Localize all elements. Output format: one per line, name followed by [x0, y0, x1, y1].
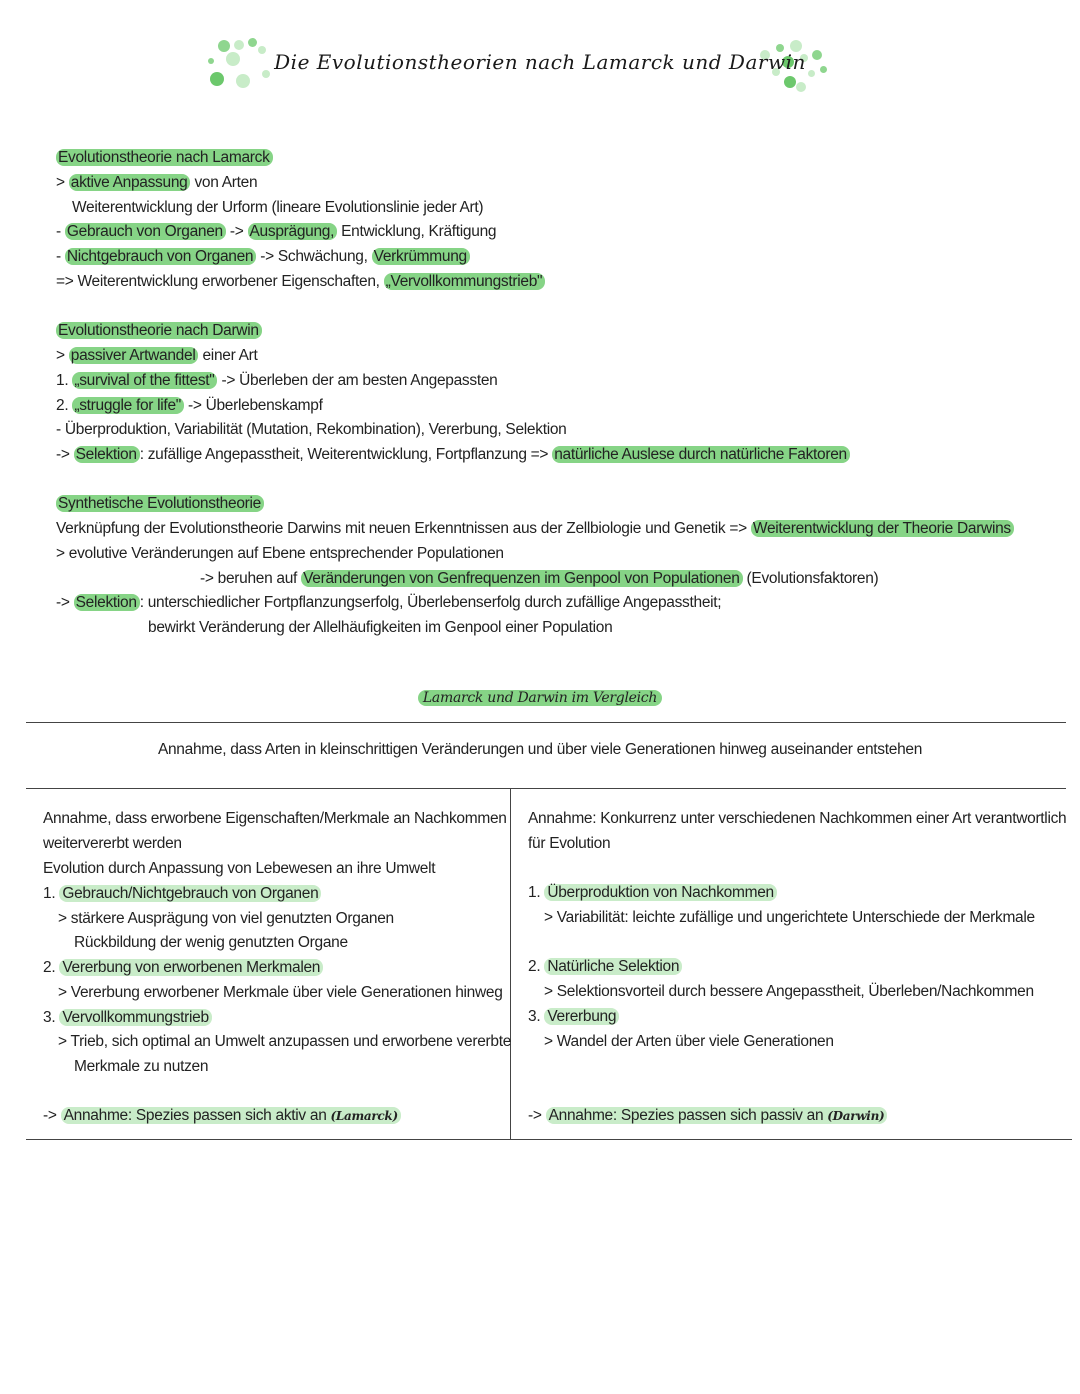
left-conclusion: -> Annahme: Spezies passen sich aktiv an (Lamarck)	[43, 1105, 401, 1127]
right-line-2: für Evolution	[528, 835, 611, 852]
synth-heading: Synthetische Evolutionstheorie	[56, 493, 264, 515]
left-line-11: Merkmale zu nutzen	[74, 1058, 209, 1075]
darwin-line-2: 1. „survival of the fittest" -> Überleben der am besten Angepassten	[56, 372, 498, 389]
left-line-2: weitervererbt werden	[43, 835, 182, 852]
darwin-line-5: -> Selektion : zufällige Angepasstheit, Weiterentwicklung, Fortpflanzung => natürliche Auslese durch natürliche Faktoren	[56, 444, 850, 466]
table-mid-rule	[26, 788, 1066, 789]
synth-line-3: -> beruhen auf Veränderungen von Genfrequenzen im Genpool von Populationen (Evolutionsfaktoren)	[200, 570, 879, 587]
left-line-8: > Vererbung erworbener Merkmale über viele Generationen hinweg	[58, 984, 503, 1001]
lamarck-line-3: - Gebrauch von Organen -> Ausprägung, Entwicklung, Kräftigung	[56, 223, 497, 240]
left-line-5: > stärkere Ausprägung von viel genutzten Organen	[58, 910, 394, 927]
lamarck-line-2: Weiterentwicklung der Urform (lineare Evolutionslinie jeder Art)	[72, 199, 484, 216]
left-line-4: 1. Gebrauch/Nichtgebrauch von Organen	[43, 883, 321, 905]
table-bottom-rule	[26, 1139, 1072, 1140]
darwin-heading: Evolutionstheorie nach Darwin	[56, 320, 262, 342]
comparison-common: Annahme, dass Arten in kleinschrittigen Veränderungen und über viele Generationen hinweg auseinander entstehen	[157, 741, 923, 758]
table-top-rule	[26, 722, 1066, 723]
lamarck-line-5: => Weiterentwicklung erworbener Eigenschaften, „Vervollkommungstrieb"	[56, 271, 545, 293]
left-line-1: Annahme, dass erworbene Eigenschaften/Merkmale an Nachkommen	[43, 810, 507, 827]
darwin-line-4: - Überproduktion, Variabilität (Mutation, Rekombination), Vererbung, Selektion	[56, 421, 567, 438]
synth-line-2: > evolutive Veränderungen auf Ebene entsprechender Populationen	[56, 545, 504, 562]
synth-line-5: bewirkt Veränderung der Allelhäufigkeiten im Genpool einer Population	[148, 619, 613, 636]
left-line-7: 2. Vererbung von erworbenen Merkmalen	[43, 957, 323, 979]
right-line-5: 2. Natürliche Selektion	[528, 956, 682, 978]
page-title: Die Evolutionstheorien nach Lamarck und Darwin	[274, 50, 806, 74]
right-line-4: > Variabilität: leichte zufällige und ungerichtete Unterschiede der Merkmale	[544, 909, 1035, 926]
right-line-8: > Wandel der Arten über viele Generationen	[544, 1033, 834, 1050]
right-conclusion: -> Annahme: Spezies passen sich passiv an (Darwin)	[528, 1105, 887, 1127]
right-line-7: 3. Vererbung	[528, 1006, 619, 1028]
left-line-6: Rückbildung der wenig genutzten Organe	[74, 934, 348, 951]
synth-line-4: -> Selektion : unterschiedlicher Fortpflanzungserfolg, Überlebenserfolg durch zufällige Angepasstheit;	[56, 594, 722, 611]
comparison-subtitle: Lamarck und Darwin im Vergleich	[0, 690, 1080, 706]
darwin-line-3: 2. „struggle for life" -> Überlebenskampf	[56, 397, 323, 414]
darwin-line-1: > passiver Artwandel einer Art	[56, 347, 258, 364]
left-line-9: 3. Vervollkommungstrieb	[43, 1007, 212, 1029]
lamarck-heading: Evolutionstheorie nach Lamarck	[56, 147, 273, 169]
right-line-3: 1. Überproduktion von Nachkommen	[528, 882, 777, 904]
left-line-3: Evolution durch Anpassung von Lebewesen an ihre Umwelt	[43, 860, 436, 877]
right-line-6: > Selektionsvorteil durch bessere Angepasstheit, Überleben/Nachkommen	[544, 983, 1034, 1000]
lamarck-line-4: - Nichtgebrauch von Organen -> Schwächung, Verkrümmung	[56, 246, 470, 268]
lamarck-line-1: > aktive Anpassung von Arten	[56, 174, 258, 191]
right-line-1: Annahme: Konkurrenz unter verschiedenen Nachkommen einer Art verantwortlich	[528, 810, 1067, 827]
left-line-10: > Trieb, sich optimal an Umwelt anzupassen und erworbene vererbte	[58, 1033, 512, 1050]
table-column-divider	[510, 789, 511, 1139]
synth-line-1: Verknüpfung der Evolutionstheorie Darwins mit neuen Erkenntnissen aus der Zellbiologie und Genetik => Weiterentwicklung der Theorie Darwins	[56, 518, 1014, 540]
